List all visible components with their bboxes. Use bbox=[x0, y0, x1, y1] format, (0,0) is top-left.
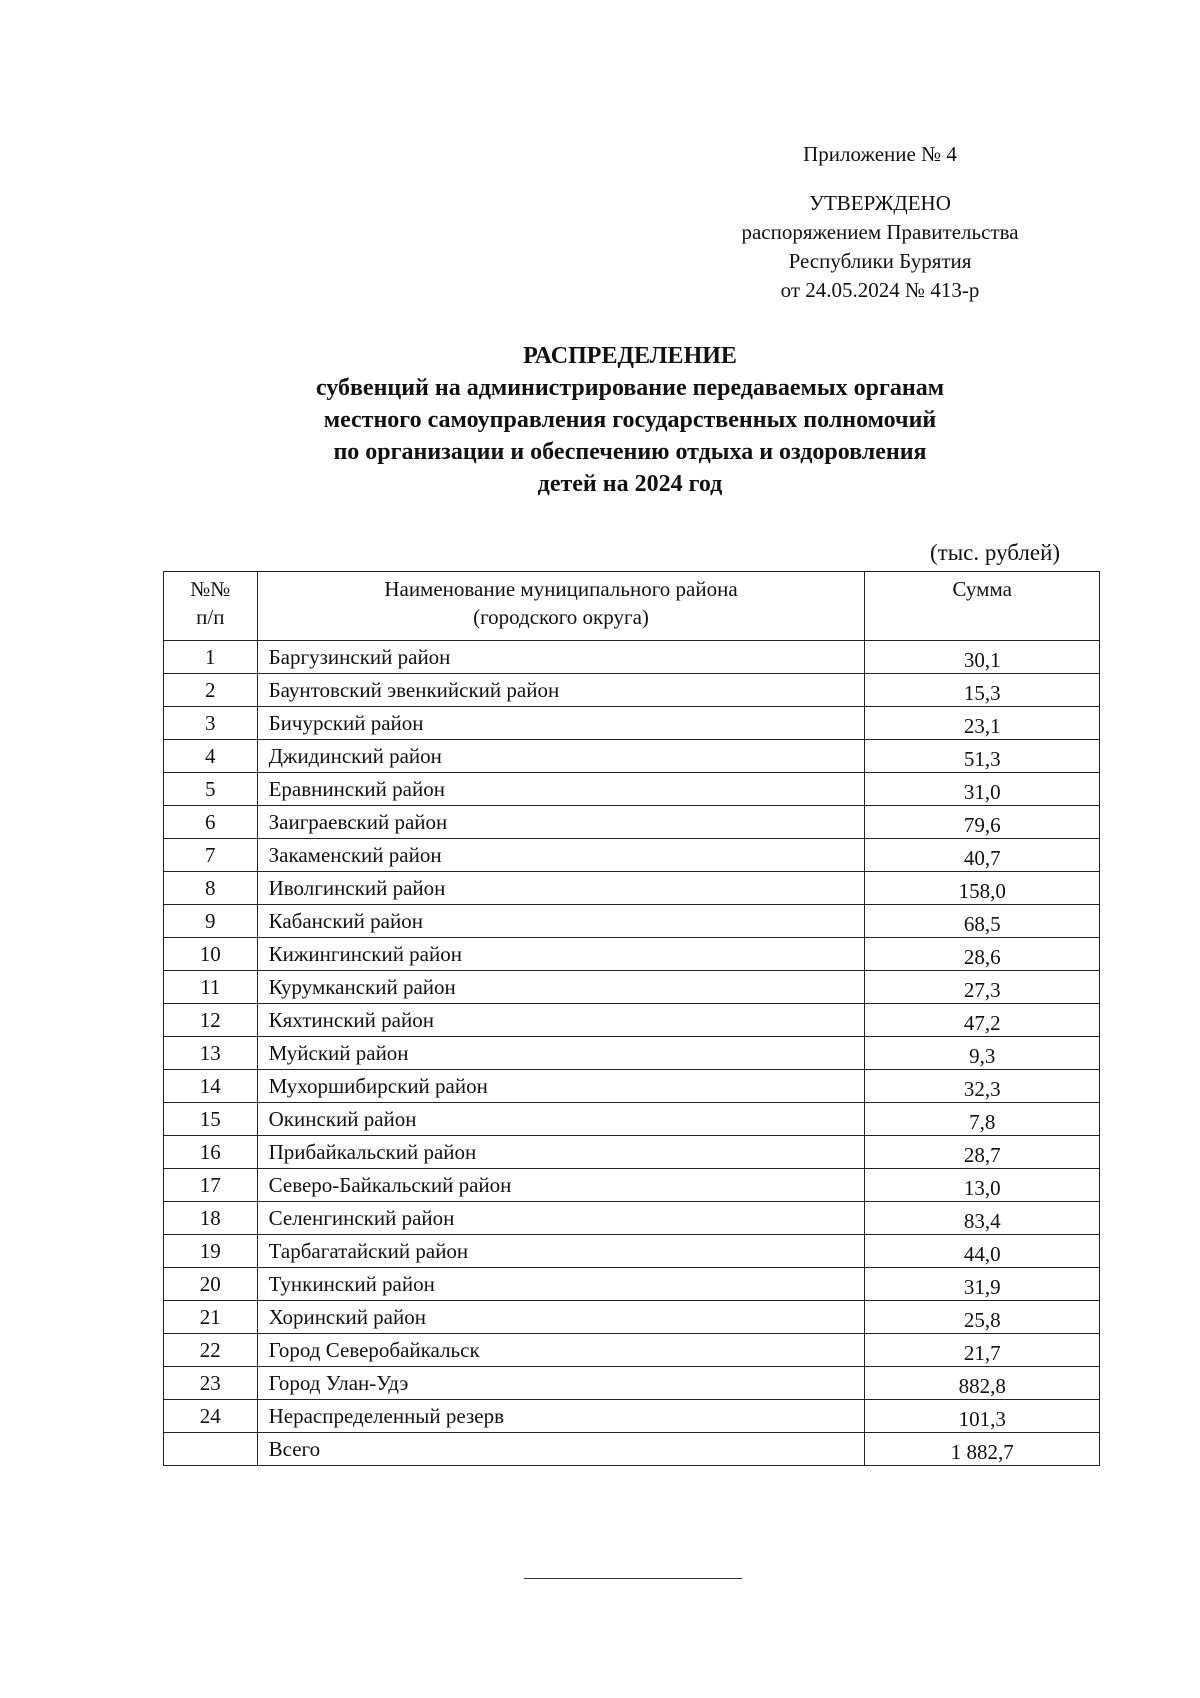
row-number: 23 bbox=[164, 1367, 258, 1400]
row-number: 12 bbox=[164, 1004, 258, 1037]
document-title bbox=[200, 340, 1060, 500]
row-sum: 9,3 bbox=[865, 1037, 1100, 1070]
table-row bbox=[164, 1235, 1100, 1268]
approval-date: от 24.05.2024 № 413-р bbox=[780, 278, 980, 302]
row-name: Кяхтинский район bbox=[257, 1004, 865, 1037]
row-sum: 47,2 bbox=[865, 1004, 1100, 1037]
row-name: Мухоршибирский район bbox=[257, 1070, 865, 1103]
table-row bbox=[164, 938, 1100, 971]
table-row bbox=[164, 674, 1100, 707]
table-row bbox=[164, 1103, 1100, 1136]
table-header-row bbox=[164, 572, 1100, 641]
row-number: 21 bbox=[164, 1301, 258, 1334]
distribution-table bbox=[163, 571, 1100, 1466]
title-line: РАСПРЕДЕЛЕНИЕ bbox=[523, 343, 737, 369]
approval-line: распоряжением Правительства bbox=[741, 220, 1019, 244]
row-sum: 882,8 bbox=[865, 1367, 1100, 1400]
row-name: Баргузинский район bbox=[257, 641, 865, 674]
row-number: 18 bbox=[164, 1202, 258, 1235]
row-name: Заиграевский район bbox=[257, 806, 865, 839]
row-name: Селенгинский район bbox=[257, 1202, 865, 1235]
row-name: Закаменский район bbox=[257, 839, 865, 872]
header-name bbox=[257, 572, 865, 641]
row-number: 20 bbox=[164, 1268, 258, 1301]
table-row bbox=[164, 971, 1100, 1004]
row-number: 1 bbox=[164, 641, 258, 674]
units-label: (тыс. рублей) bbox=[930, 540, 1061, 565]
approval-block bbox=[700, 140, 1060, 305]
title-line: субвенций на администрирование передаваемых органам bbox=[315, 375, 945, 401]
row-sum: 158,0 bbox=[865, 872, 1100, 905]
row-number: 9 bbox=[164, 905, 258, 938]
row-sum: 13,0 bbox=[865, 1169, 1100, 1202]
row-sum: 28,7 bbox=[865, 1136, 1100, 1169]
table-row bbox=[164, 641, 1100, 674]
header-name-line: (городского округа) bbox=[473, 605, 649, 629]
row-sum: 28,6 bbox=[865, 938, 1100, 971]
row-name: Кабанский район bbox=[257, 905, 865, 938]
table-row bbox=[164, 905, 1100, 938]
table-row bbox=[164, 1367, 1100, 1400]
table-row bbox=[164, 740, 1100, 773]
row-name: Муйский район bbox=[257, 1037, 865, 1070]
row-name: Тарбагатайский район bbox=[257, 1235, 865, 1268]
table-row bbox=[164, 1202, 1100, 1235]
table-row bbox=[164, 1268, 1100, 1301]
row-sum: 79,6 bbox=[865, 806, 1100, 839]
annex-number: Приложение № 4 bbox=[803, 142, 957, 166]
row-number: 16 bbox=[164, 1136, 258, 1169]
row-number: 13 bbox=[164, 1037, 258, 1070]
row-number: 19 bbox=[164, 1235, 258, 1268]
row-name: Баунтовский эвенкийский район bbox=[257, 674, 865, 707]
row-sum: 23,1 bbox=[865, 707, 1100, 740]
row-sum: 83,4 bbox=[865, 1202, 1100, 1235]
table-row bbox=[164, 773, 1100, 806]
row-number: 22 bbox=[164, 1334, 258, 1367]
row-number bbox=[164, 1433, 258, 1466]
row-sum: 40,7 bbox=[865, 839, 1100, 872]
table-row bbox=[164, 1136, 1100, 1169]
row-name: Город Улан-Удэ bbox=[257, 1367, 865, 1400]
title-line: местного самоуправления государственных полномочий bbox=[323, 407, 937, 433]
row-number: 10 bbox=[164, 938, 258, 971]
row-name: Курумканский район bbox=[257, 971, 865, 1004]
approved-label: УТВЕРЖДЕНО bbox=[809, 191, 951, 215]
row-number: 11 bbox=[164, 971, 258, 1004]
header-number-line: п/п bbox=[196, 605, 225, 629]
row-name: Всего bbox=[257, 1433, 865, 1466]
header-name-line: Наименование муниципального района bbox=[384, 577, 738, 601]
row-name: Еравнинский район bbox=[257, 773, 865, 806]
row-number: 7 bbox=[164, 839, 258, 872]
row-sum: 21,7 bbox=[865, 1334, 1100, 1367]
row-number: 6 bbox=[164, 806, 258, 839]
table-row bbox=[164, 1169, 1100, 1202]
row-number: 15 bbox=[164, 1103, 258, 1136]
row-sum: 31,9 bbox=[865, 1268, 1100, 1301]
row-name: Тункинский район bbox=[257, 1268, 865, 1301]
table-row bbox=[164, 1301, 1100, 1334]
table-row bbox=[164, 806, 1100, 839]
row-sum: 1 882,7 bbox=[865, 1433, 1100, 1466]
row-sum: 31,0 bbox=[865, 773, 1100, 806]
row-sum: 30,1 bbox=[865, 641, 1100, 674]
row-name: Хоринский район bbox=[257, 1301, 865, 1334]
row-sum: 101,3 bbox=[865, 1400, 1100, 1433]
table-row bbox=[164, 1004, 1100, 1037]
row-sum: 51,3 bbox=[865, 740, 1100, 773]
table-row bbox=[164, 1334, 1100, 1367]
row-name: Окинский район bbox=[257, 1103, 865, 1136]
row-number: 3 bbox=[164, 707, 258, 740]
table-row bbox=[164, 1037, 1100, 1070]
table-row bbox=[164, 1070, 1100, 1103]
row-sum: 15,3 bbox=[865, 674, 1100, 707]
table-row bbox=[164, 707, 1100, 740]
row-number: 4 bbox=[164, 740, 258, 773]
row-sum: 44,0 bbox=[865, 1235, 1100, 1268]
row-sum: 25,8 bbox=[865, 1301, 1100, 1334]
title-line: по организации и обеспечению отдыха и оздоровления bbox=[333, 439, 927, 465]
footer-divider bbox=[524, 1578, 742, 1579]
title-line: детей на 2024 год bbox=[537, 471, 723, 497]
row-number: 8 bbox=[164, 872, 258, 905]
table-body bbox=[164, 641, 1100, 1466]
table-row bbox=[164, 872, 1100, 905]
row-name: Джидинский район bbox=[257, 740, 865, 773]
header-number bbox=[164, 572, 258, 641]
row-sum: 68,5 bbox=[865, 905, 1100, 938]
approval-line: Республики Бурятия bbox=[788, 249, 972, 273]
row-number: 24 bbox=[164, 1400, 258, 1433]
row-number: 17 bbox=[164, 1169, 258, 1202]
header-sum: Сумма bbox=[865, 572, 1100, 641]
row-name: Иволгинский район bbox=[257, 872, 865, 905]
row-name: Северо-Байкальский район bbox=[257, 1169, 865, 1202]
table-total-row bbox=[164, 1433, 1100, 1466]
row-name: Бичурский район bbox=[257, 707, 865, 740]
row-sum: 32,3 bbox=[865, 1070, 1100, 1103]
row-number: 5 bbox=[164, 773, 258, 806]
row-name: Кижингинский район bbox=[257, 938, 865, 971]
row-number: 14 bbox=[164, 1070, 258, 1103]
row-name: Город Северобайкальск bbox=[257, 1334, 865, 1367]
row-name: Нераспределенный резерв bbox=[257, 1400, 865, 1433]
row-sum: 7,8 bbox=[865, 1103, 1100, 1136]
header-number-line: №№ bbox=[190, 577, 231, 601]
row-number: 2 bbox=[164, 674, 258, 707]
table-row bbox=[164, 839, 1100, 872]
row-name: Прибайкальский район bbox=[257, 1136, 865, 1169]
row-sum: 27,3 bbox=[865, 971, 1100, 1004]
table-row bbox=[164, 1400, 1100, 1433]
